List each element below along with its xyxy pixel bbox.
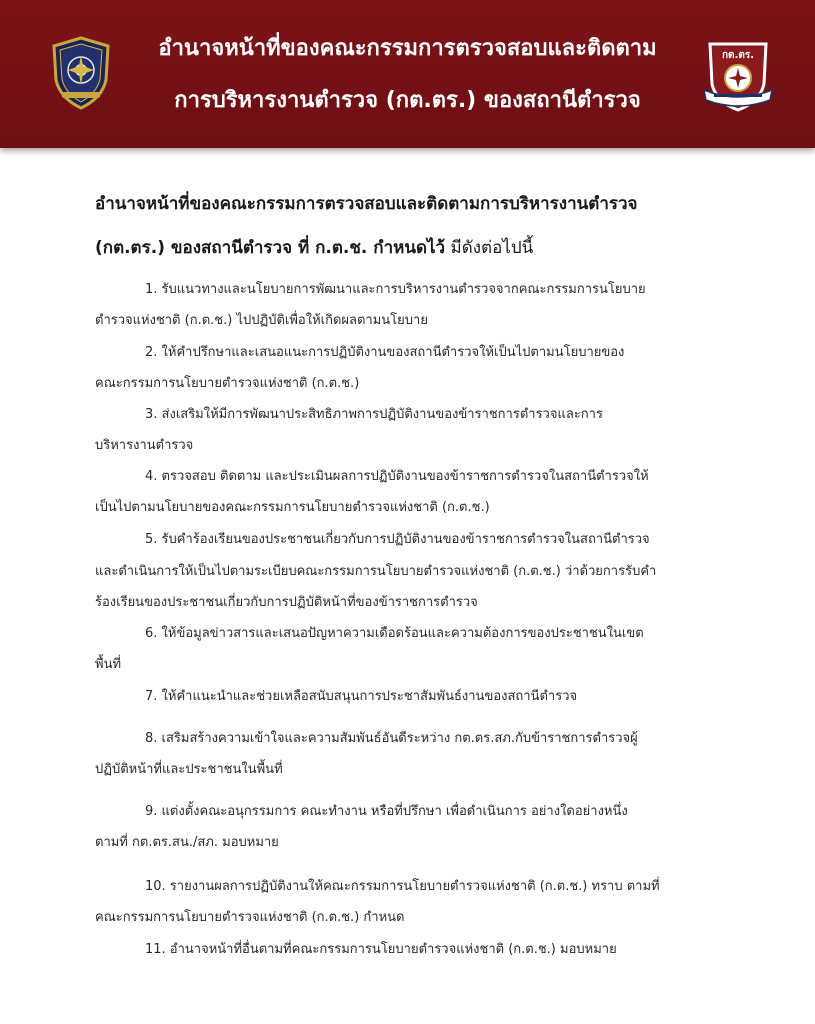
list-item-3-line2: บริหารงานตำรวจ bbox=[95, 438, 194, 453]
list-item-5-line1: 5. รับคำร้องเรียนของประชาชนเกี่ยวกับการปฏิบัติงานของข้าราชการตำรวจในสถานีตำรวจ bbox=[145, 532, 650, 547]
committee-shield-label: กต.ตร. bbox=[721, 50, 755, 61]
list-item-5-line2: และดำเนินการให้เป็นไปตามระเบียบคณะกรรมการนโยบายตำรวจแห่งชาติ (ก.ต.ช.) ว่าด้วยการรับคำ bbox=[95, 564, 657, 579]
list-item-8-line1: 8. เสริมสร้างความเข้าใจและความสัมพันธ์อันดีระหว่าง กต.ตร.สภ.กับข้าราชการตำรวจผู้ bbox=[145, 731, 638, 746]
header-banner bbox=[0, 0, 815, 148]
list-item-4-line1: 4. ตรวจสอบ ติดตาม และประเมินผลการปฏิบัติงานของข้าราชการตำรวจในสถานีตำรวจให้ bbox=[145, 469, 649, 484]
list-item-7-line1: 7. ให้คำแนะนำและช่วยเหลือสนับสนุนการประชาสัมพันธ์งานของสถานีตำรวจ bbox=[145, 689, 578, 704]
list-item-2-line2: คณะกรรมการนโยบายตำรวจแห่งชาติ (ก.ต.ช.) bbox=[95, 376, 360, 391]
list-item-2-line1: 2. ให้คำปรึกษาและเสนอแนะการปฏิบัติงานของสถานีตำรวจให้เป็นไปตามนโยบายของ bbox=[145, 345, 625, 360]
list-item-10-line1: 10. รายงานผลการปฏิบัติงานให้คณะกรรมการนโยบายตำรวจแห่งชาติ (ก.ต.ช.) ทราบ ตามที่ bbox=[145, 879, 660, 894]
list-item-3-line1: 3. ส่งเสริมให้มีการพัฒนาประสิทธิภาพการปฏิบัติงานของข้าราชการตำรวจและการ bbox=[145, 407, 603, 422]
list-item-5-line3: ร้องเรียนของประชาชนเกี่ยวกับการปฏิบัติหน้าที่ของข้าราชการตำรวจ bbox=[95, 595, 478, 610]
police-emblem-icon bbox=[50, 36, 112, 110]
heading-bold-part: (กต.ตร.) ของสถานีตำรวจ ที่ ก.ต.ช. กำหนดไว้ bbox=[95, 238, 446, 258]
banner-title-line2: การบริหารงานตำรวจ (กต.ตร.) ของสถานีตำรวจ bbox=[174, 88, 641, 113]
heading-normal-part: มีดังต่อไปนี้ bbox=[445, 238, 534, 258]
list-item-8-line2: ปฏิบัติหน้าที่และประชาชนในพื้นที่ bbox=[95, 762, 283, 777]
list-item-9-line1: 9. แต่งตั้งคณะอนุกรรมการ คณะทำงาน หรือที่ปรึกษา เพื่อดำเนินการ อย่างใดอย่างหนึ่ง bbox=[145, 804, 628, 819]
list-item-1-line2: ตำรวจแห่งชาติ (ก.ต.ช.) ไปปฏิบัติเพื่อให้เกิดผลตามนโยบาย bbox=[95, 313, 428, 328]
list-item-6-line1: 6. ให้ข้อมูลข่าวสารและเสนอปัญหาความเดือดร้อนและความต้องการของประชาชนในเขต bbox=[145, 626, 644, 641]
list-item-10-line2: คณะกรรมการนโยบายตำรวจแห่งชาติ (ก.ต.ช.) กำหนด bbox=[95, 910, 405, 925]
list-item-11-line1: 11. อำนาจหน้าที่อื่นตามที่คณะกรรมการนโยบายตำรวจแห่งชาติ (ก.ต.ช.) มอบหมาย bbox=[145, 942, 617, 957]
list-item-1-line1: 1. รับแนวทางและนโยบายการพัฒนาและการบริหารงานตำรวจจากคณะกรรมการนโยบาย bbox=[145, 282, 646, 297]
banner-title-line1: อำนาจหน้าที่ของคณะกรรมการตรวจสอบและติดตาม bbox=[158, 36, 657, 61]
committee-shield-icon bbox=[700, 38, 776, 114]
document-heading-line1: อำนาจหน้าที่ของคณะกรรมการตรวจสอบและติดตามการบริหารงานตำรวจ bbox=[95, 194, 638, 214]
list-item-6-line2: พื้นที่ bbox=[95, 657, 122, 672]
list-item-9-line2: ตามที่ กต.ตร.สน./สภ. มอบหมาย bbox=[95, 835, 279, 850]
document-heading-line2 bbox=[95, 234, 735, 261]
list-item-4-line2: เป็นไปตามนโยบายของคณะกรรมการนโยบายตำรวจแห่งชาติ (ก.ต.ช.) bbox=[95, 500, 490, 515]
